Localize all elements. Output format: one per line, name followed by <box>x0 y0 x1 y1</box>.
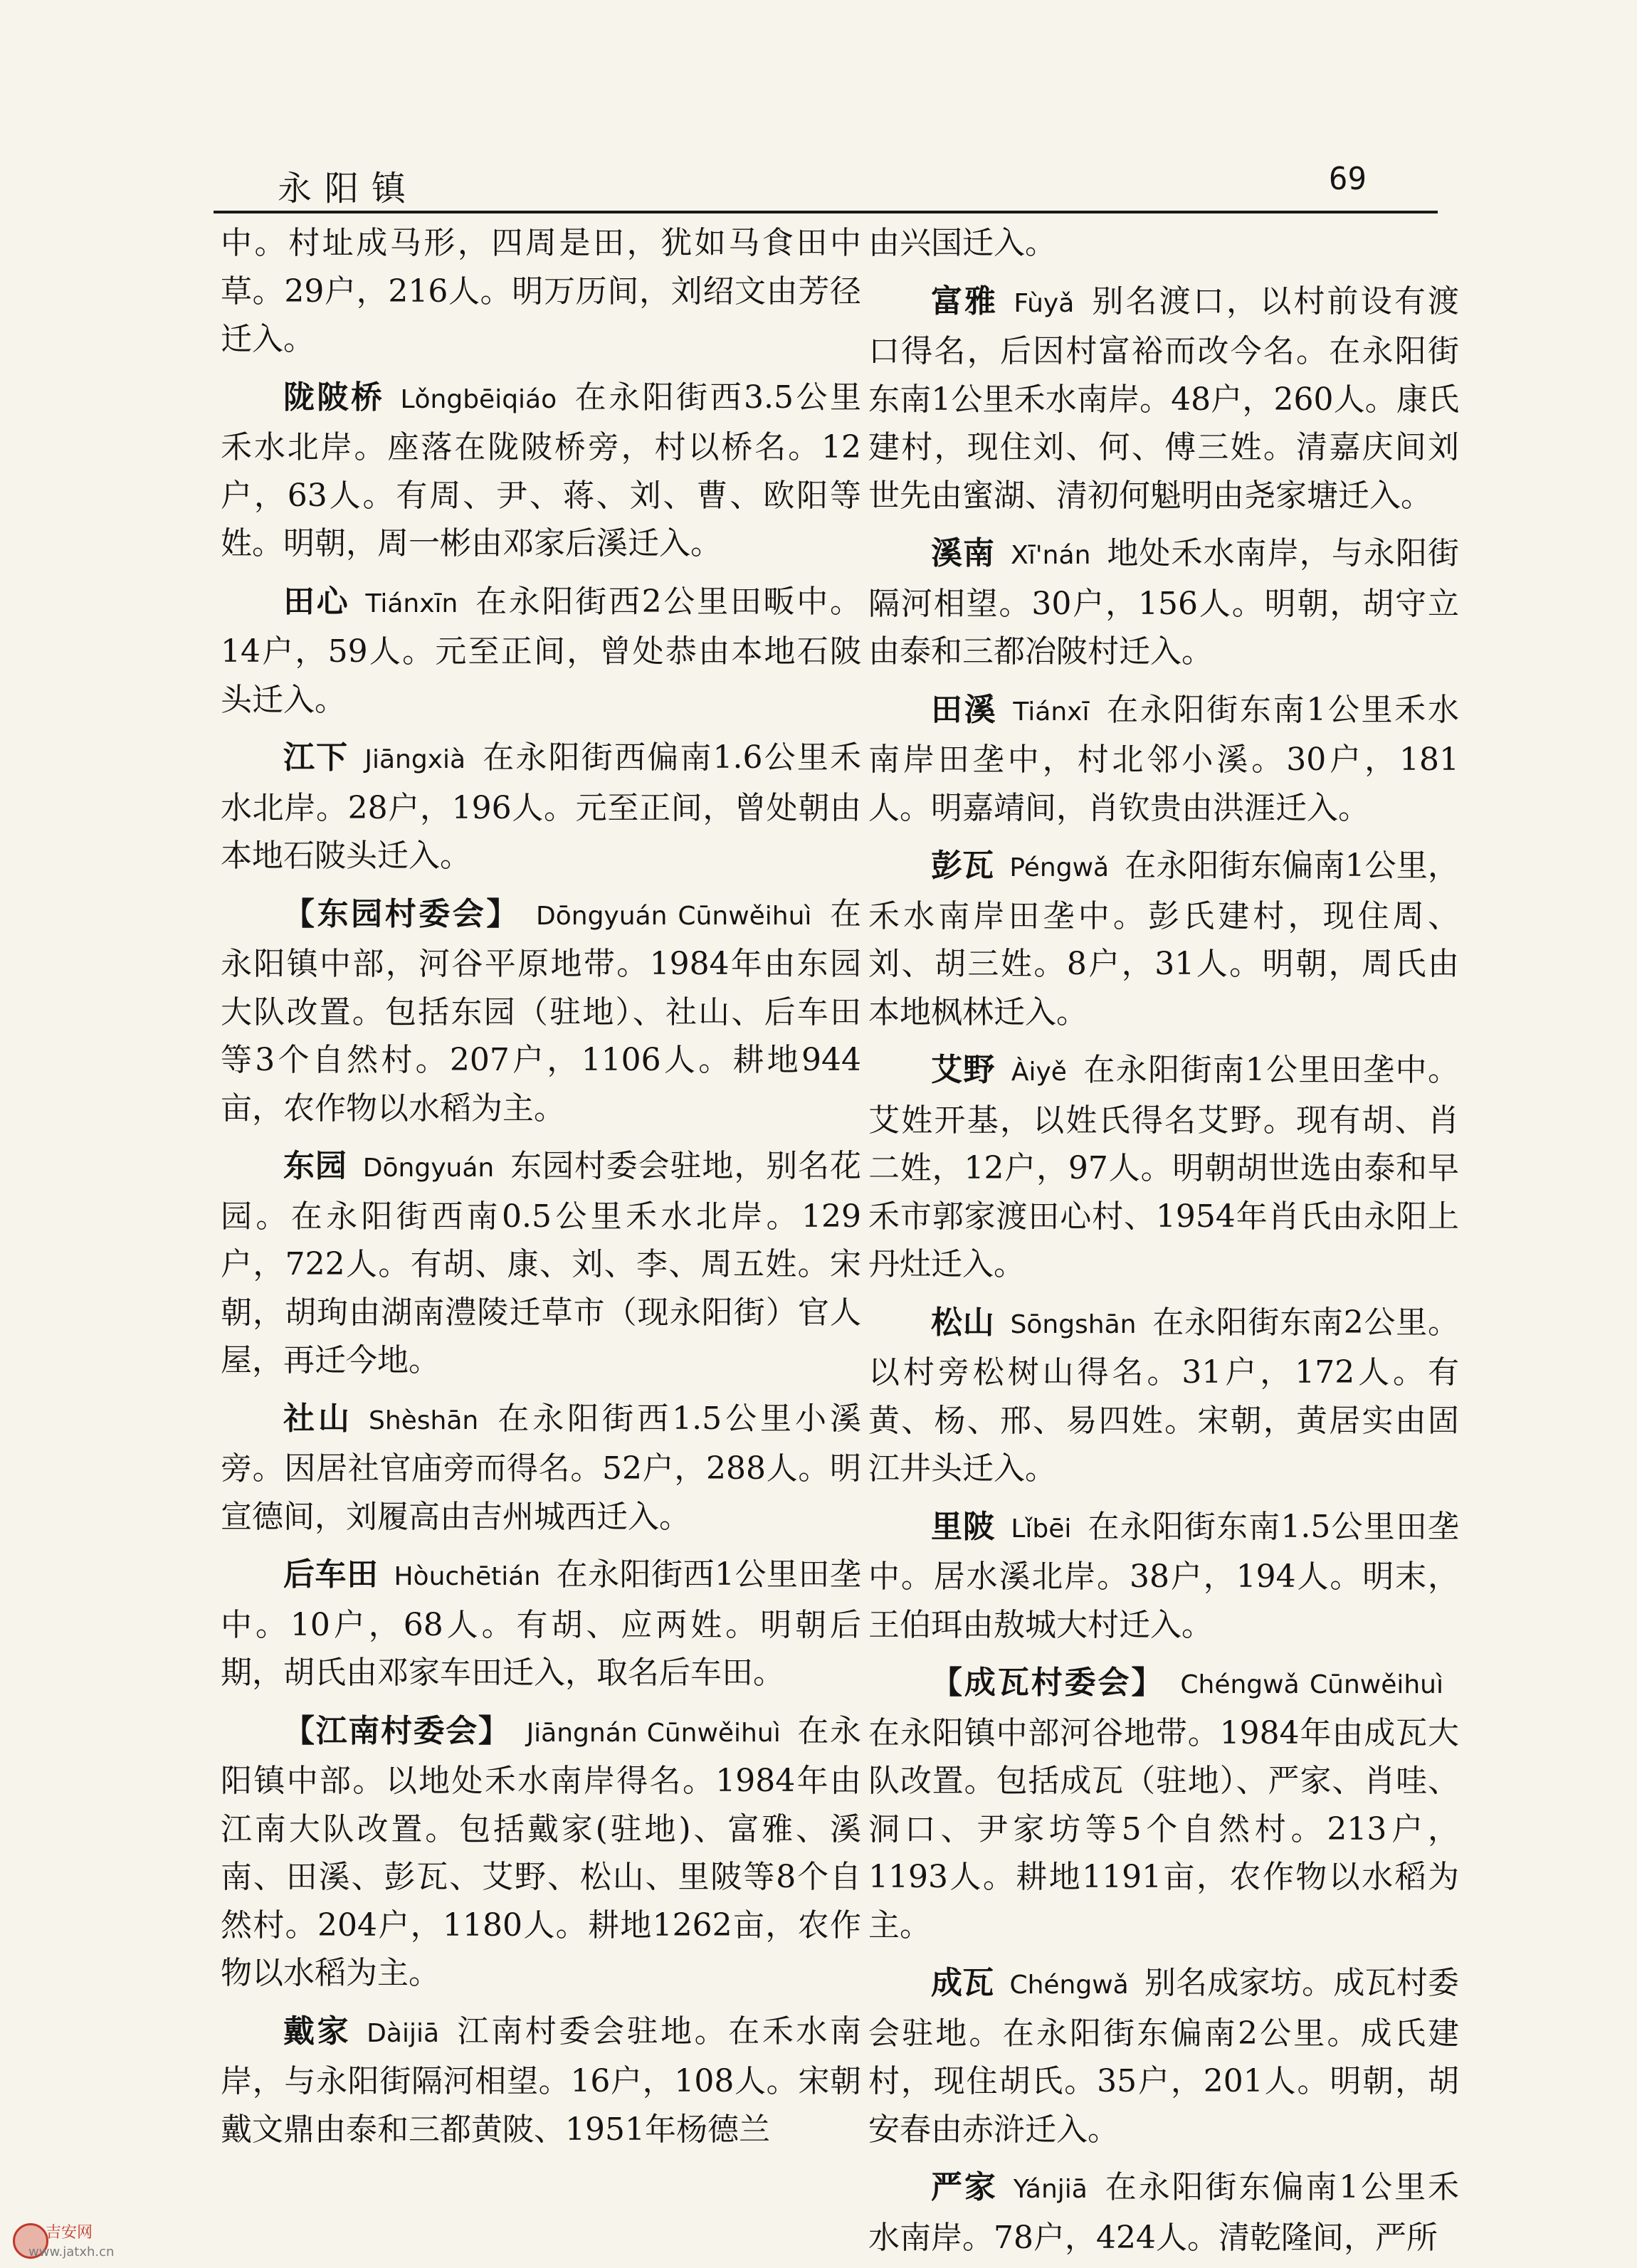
entry-text: 在永阳镇中部河谷地带。1984年由成瓦大队改置。包括成瓦（驻地）、严家、肖哇、洞口、尹家坊等5个自然村。213户，1193人。耕地1191亩，农作物以水稻为主。 <box>868 1714 1459 1943</box>
entry-text: 在永阳街西1.5公里小溪旁。因居社官庙旁而得名。52户，288人。明宣德间，刘履高由吉州城西迁入。 <box>221 1400 861 1535</box>
place-pinyin: Tiánxī <box>1013 697 1090 727</box>
watermark-logo: 吉安网 <box>46 2224 93 2242</box>
place-pinyin: Hòuchētián <box>394 1562 541 1591</box>
entry-text: 在永阳街东偏南1公里，禾水南岸田垄中。彭氏建村，现住周、刘、胡三姓。8户，31人。明朝，周氏由本地枫林迁入。 <box>868 848 1460 1030</box>
entry-paragraph <box>868 1046 1459 1289</box>
place-pinyin: Lǒngbēiqiáo <box>400 384 557 414</box>
place-pinyin: Jiāngnán Cūnwěihuì <box>526 1718 781 1748</box>
entry-text: 在永阳街东南1.5公里田垄中。居水溪北岸。38户，194人。明末，王伯珥由敖城大村迁入。 <box>868 1508 1460 1643</box>
place-name: 里陂 <box>931 1508 996 1545</box>
page-header <box>214 142 1438 209</box>
entry-paragraph <box>868 529 1459 676</box>
entry-paragraph <box>221 734 861 880</box>
place-pinyin: Lǐbēi <box>1011 1514 1072 1544</box>
entry-text: 在永阳街西1公里田垄中。10户，68人。有胡、应两姓。明朝后期，胡氏由邓家车田迁入，取名后车田。 <box>221 1556 862 1691</box>
entry-text: 在永阳街东南1公里禾水南岸田垄中，村北邻小溪。30户，181人。明嘉靖间，肖钦贵由洪涯迁入。 <box>868 691 1459 826</box>
place-name: 戴家 <box>283 2013 352 2050</box>
place-pinyin: Sōngshān <box>1010 1309 1137 1339</box>
entry-text: 在永阳街西偏南1.6公里禾水北岸。28户，196人。元至正间，曾处朝由本地石陂头迁入。 <box>221 739 861 874</box>
entry-paragraph <box>868 1959 1459 2153</box>
entry-paragraph <box>868 278 1459 520</box>
entry-text: 在永阳街东南2公里。以村旁松树山得名。31户，172人。有黄、杨、邢、易四姓。宋朝，黄居实由固江井头迁入。 <box>868 1304 1459 1487</box>
entry-paragraph <box>868 842 1459 1036</box>
place-pinyin: Chéngwǎ <box>1009 1971 1129 2000</box>
place-pinyin: Tiánxīn <box>365 589 458 618</box>
entry-text: 在永阳街西3.5公里禾水北岸。座落在陇陂桥旁，村以桥名。12户，63人。有周、尹、蒋、刘、曹、欧阳等姓。明朝，周一彬由邓家后溪迁入。 <box>221 379 861 561</box>
entry-paragraph <box>868 1299 1459 1493</box>
entry-paragraph <box>221 1142 861 1385</box>
place-name: 严家 <box>931 2169 998 2205</box>
place-name: 江下 <box>283 739 349 776</box>
entry-text: 别名渡口，以村前设有渡口得名，后因村富裕而改今名。在永阳街东南1公里禾水南岸。48户，260人。康氏建村，现住刘、何、傅三姓。清嘉庆间刘世先由蜜湖、清初何魁明由尧家塘迁入。 <box>868 283 1460 514</box>
entry-paragraph <box>868 1659 1459 1949</box>
page-number: 69 <box>1329 161 1367 197</box>
place-pinyin: Chéngwǎ Cūnwěihuì <box>1180 1670 1443 1699</box>
entry-paragraph <box>868 2163 1459 2262</box>
place-pinyin: Àiyě <box>1011 1057 1067 1087</box>
place-name: 【江南村委会】 <box>283 1712 511 1749</box>
entry-paragraph <box>221 578 861 724</box>
entry-paragraph <box>221 1551 861 1697</box>
header-divider <box>214 211 1438 213</box>
left-column <box>221 219 861 2212</box>
place-name: 后车田 <box>283 1556 379 1593</box>
entry-text: 由兴国迁入。 <box>868 225 1056 261</box>
place-pinyin: Jiāngxià <box>364 745 466 774</box>
entry-text: 在永阳镇中部。以地处禾水南岸得名。1984年由江南大队改置。包括戴家(驻地)、富雅、溪南、田溪、彭瓦、艾野、松山、里陂等8个自然村。204户，1180人。耕地1262亩，农作物以水稻为主。 <box>221 1712 862 1991</box>
entry-paragraph <box>221 1707 861 1998</box>
entry-text: 地处禾水南岸，与永阳街隔河相望。30户，156人。明朝，胡守立由泰和三都冶陂村迁入。 <box>868 535 1460 670</box>
entry-text: 在永阳街西2公里田畈中。14户，59人。元至正间，曾处恭由本地石陂头迁入。 <box>221 583 862 718</box>
place-name: 【东园村委会】 <box>283 895 520 932</box>
place-pinyin: Xī'nán <box>1011 541 1091 570</box>
entry-paragraph <box>221 2008 861 2154</box>
entry-paragraph <box>221 1395 861 1541</box>
place-name: 溪南 <box>931 535 996 571</box>
place-name: 田溪 <box>931 691 998 728</box>
place-name: 【成瓦村委会】 <box>931 1665 1165 1701</box>
entry-paragraph <box>868 219 1459 268</box>
entry-text: 在永阳镇中部，河谷平原地带。1984年由东园大队改置。包括东园（驻地）、社山、后车田等3个自然村。207户，1106人。耕地944亩，农作物以水稻为主。 <box>221 895 862 1127</box>
place-name: 松山 <box>931 1304 995 1341</box>
place-pinyin: Dàijiā <box>367 2018 440 2048</box>
place-name: 社山 <box>283 1400 353 1437</box>
entry-paragraph <box>221 219 861 364</box>
place-name: 陇陂桥 <box>283 379 385 416</box>
place-pinyin: Péngwǎ <box>1009 853 1110 882</box>
entry-text: 在永阳街南1公里田垄中。艾姓开基，以姓氏得名艾野。现有胡、肖二姓，12户，97人。明朝胡世选由泰和早禾市郭家渡田心村、1954年肖氏由永阳上丹灶迁入。 <box>868 1052 1459 1282</box>
watermark <box>0 2220 185 2263</box>
entry-paragraph <box>221 374 861 568</box>
entry-text: 别名成家坊。成瓦村委会驻地。在永阳街东偏南2公里。成氏建村，现住胡氏。35户，201人。明朝，胡安春由赤浒迁入。 <box>868 1965 1459 2148</box>
entry-text: 东园村委会驻地，别名花园。在永阳街西南0.5公里禾水北岸。129户，722人。有胡、康、刘、李、周五姓。宋朝，胡珣由湖南澧陵迁草市（现永阳街）官人屋，再迁今地。 <box>221 1148 861 1378</box>
place-name: 艾野 <box>931 1052 996 1088</box>
right-column <box>868 219 1460 2256</box>
entry-text: 在永阳街东偏南1公里禾水南岸。78户，424人。清乾隆间，严所 <box>868 2169 1460 2256</box>
place-name: 富雅 <box>931 283 999 320</box>
page-title: 永阳镇 <box>278 169 419 209</box>
place-pinyin: Dōngyuán Cūnwěihuì <box>536 901 812 931</box>
place-name: 成瓦 <box>931 1965 994 2001</box>
entry-paragraph <box>868 1503 1459 1650</box>
entry-paragraph <box>868 686 1459 833</box>
place-pinyin: Dōngyuán <box>362 1154 495 1183</box>
place-pinyin: Fùyǎ <box>1014 288 1075 318</box>
place-pinyin: Yánjiā <box>1013 2175 1088 2204</box>
place-name: 彭瓦 <box>931 848 994 884</box>
place-name: 田心 <box>283 583 350 620</box>
entry-paragraph <box>221 890 861 1133</box>
entry-text: 江南村委会驻地。在禾水南岸，与永阳街隔河相望。16户，108人。宋朝戴文鼎由泰和三都黄陂、1951年杨德兰 <box>221 2013 862 2148</box>
watermark-url: www.jatxh.cn <box>28 2245 115 2259</box>
place-pinyin: Shèshān <box>368 1405 479 1435</box>
place-name: 东园 <box>283 1148 347 1184</box>
entry-text: 中。村址成马形，四周是田，犹如马食田中草。29户，216人。明万历间，刘绍文由芳径迁入。 <box>221 225 861 357</box>
